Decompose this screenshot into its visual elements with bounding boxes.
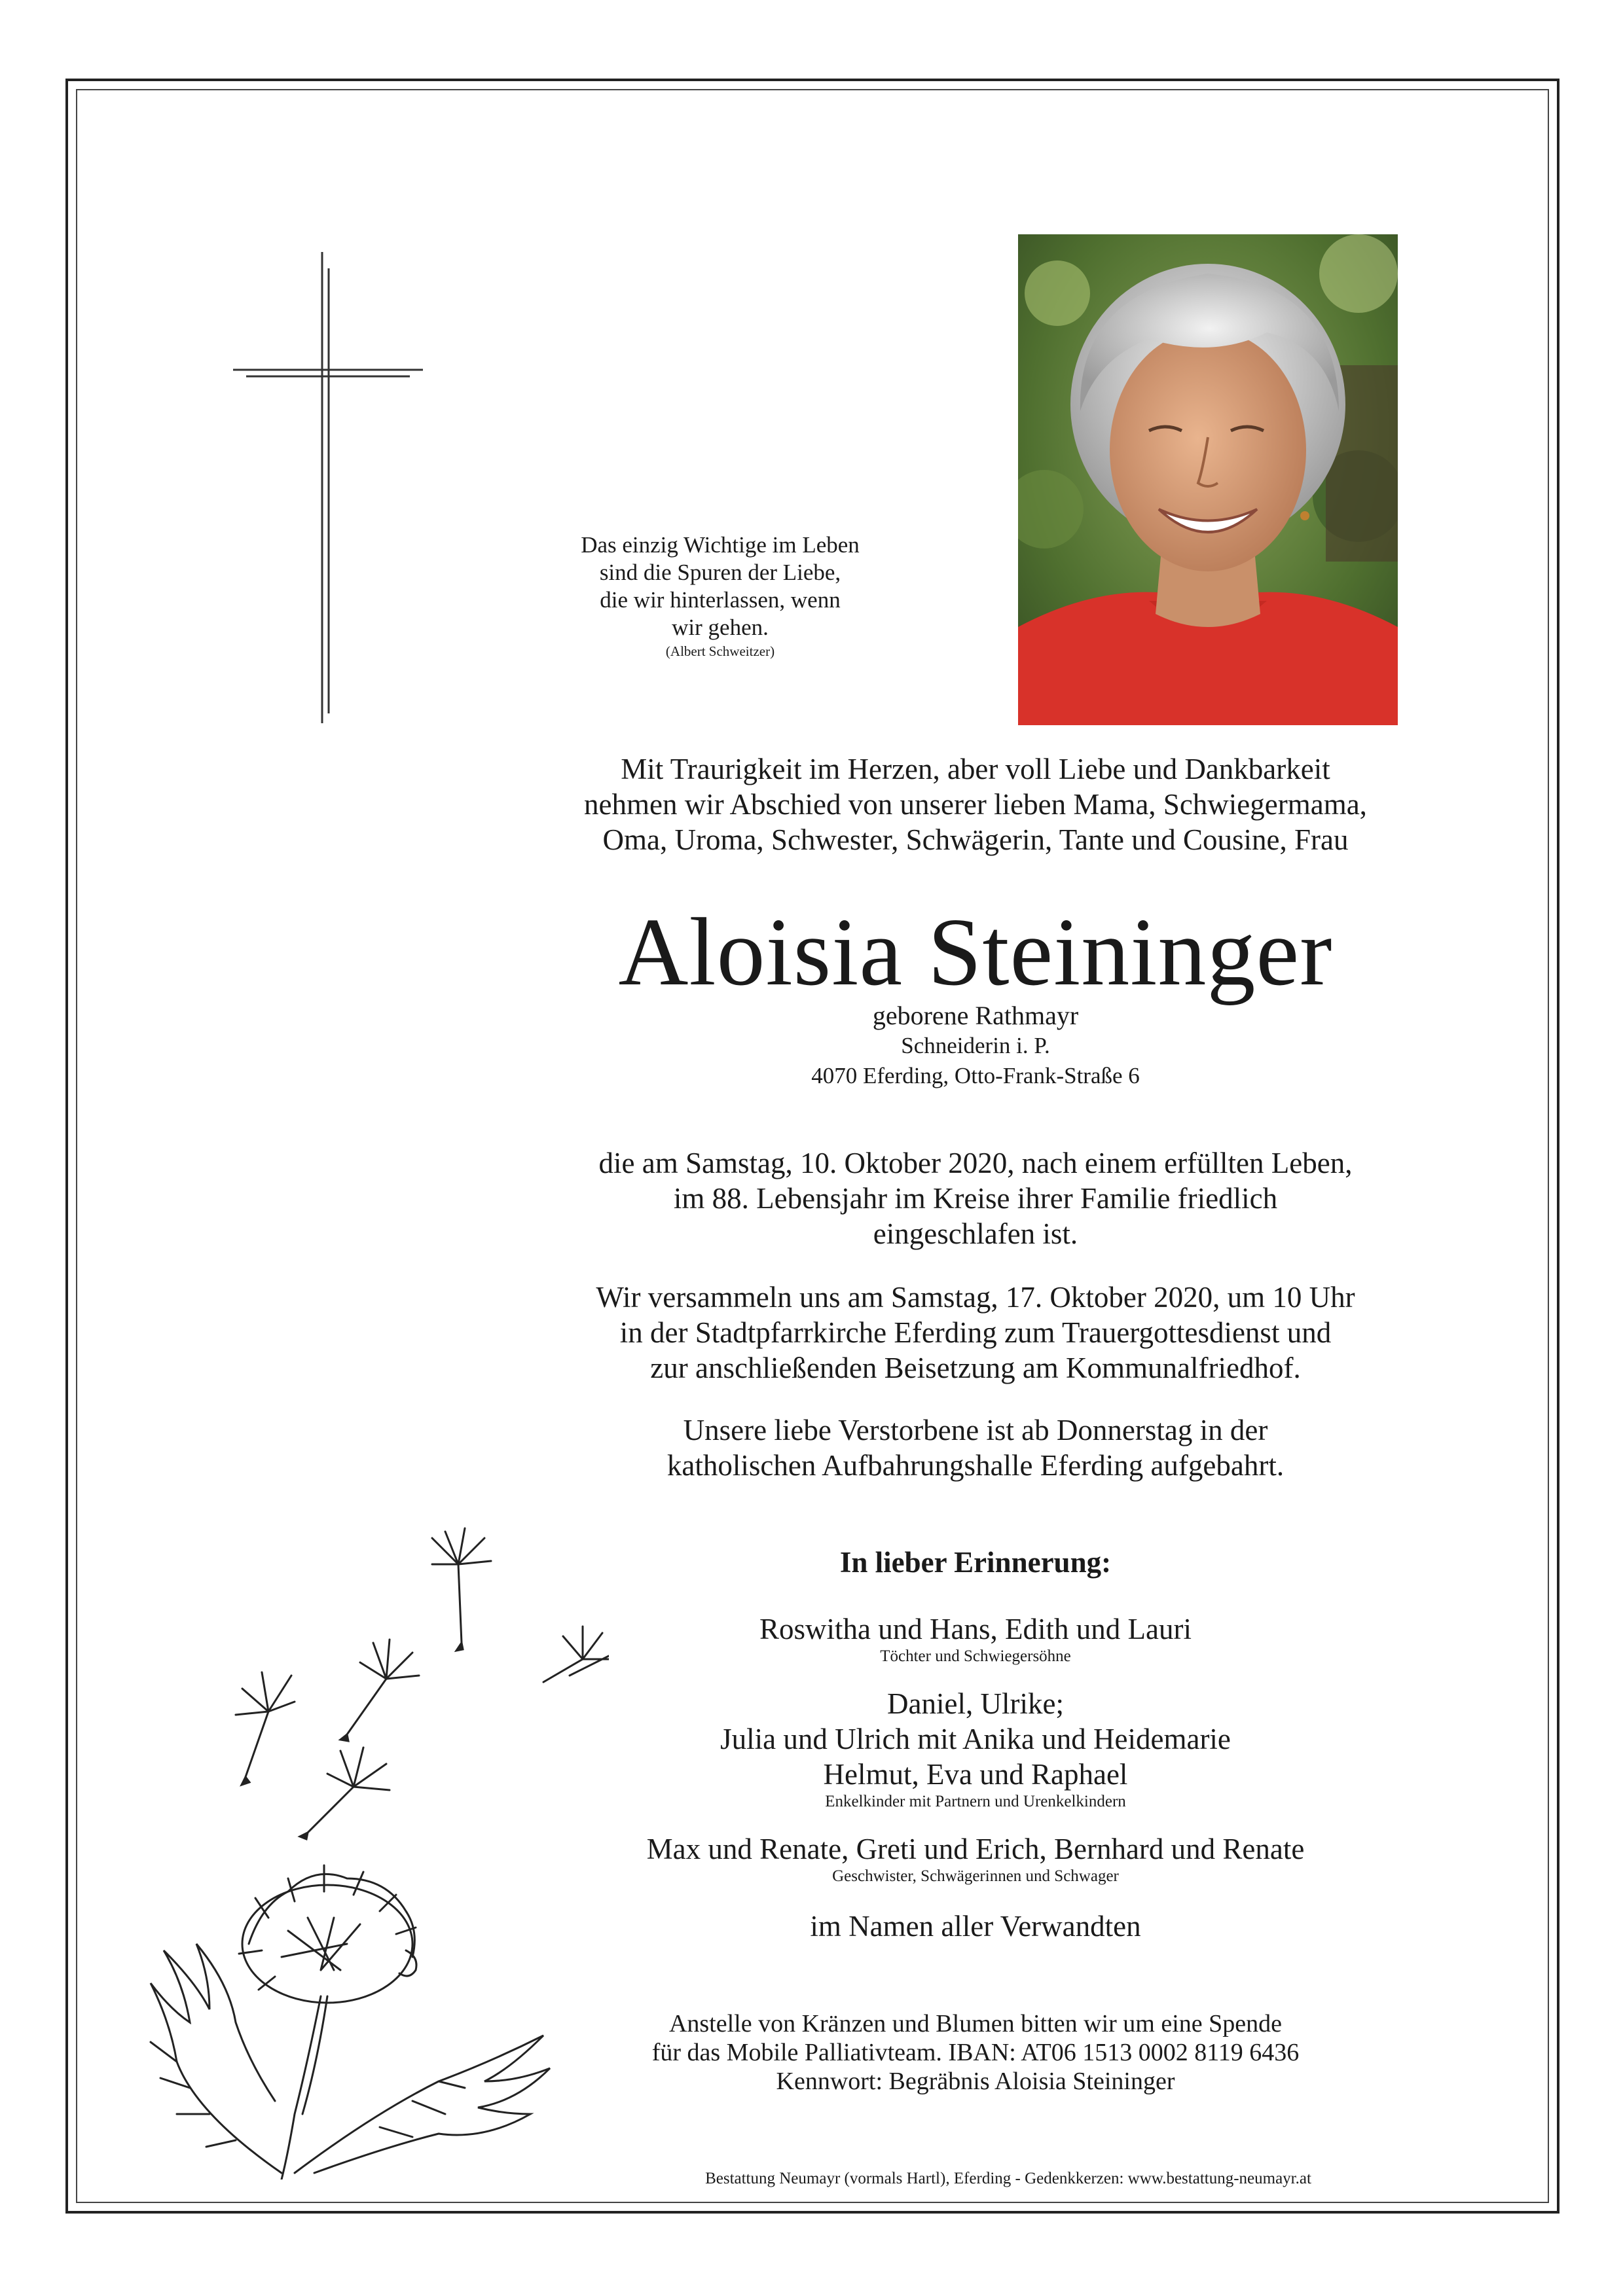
dandelion-head-icon <box>239 1865 416 2003</box>
family-group-siblings <box>458 1831 1493 1886</box>
intro-line: Mit Traurigkeit im Herzen, aber voll Liebe und Dankbarkeit <box>621 753 1330 785</box>
portrait-image <box>1018 234 1398 725</box>
family-role: Geschwister, Schwägerinnen und Schwager <box>832 1867 1119 1885</box>
deceased-name: Aloisia Steininger <box>618 899 1333 1006</box>
death-notice-line: die am Samstag, 10. Oktober 2020, nach einem erfüllten Leben, <box>598 1147 1353 1179</box>
birth-name: geborene Rathmayr <box>872 1001 1079 1030</box>
family-group-grandchildren <box>458 1686 1493 1812</box>
remembrance-heading: In lieber Erinnerung: <box>839 1546 1112 1579</box>
seed-icon <box>432 1528 491 1651</box>
ceremony-line: Wir versammeln uns am Samstag, 17. Oktober 2020, um 10 Uhr <box>596 1281 1355 1314</box>
seed-icon <box>340 1640 419 1741</box>
quote-line: die wir hinterlassen, wenn <box>600 587 841 613</box>
closing-line: im Namen aller Verwandten <box>810 1910 1141 1943</box>
family-names: Julia und Ulrich mit Anika und Heidemarie <box>720 1723 1231 1755</box>
family-names: Daniel, Ulrike; <box>887 1687 1064 1720</box>
donation-line: für das Mobile Palliativteam. IBAN: AT06 1513 0002 8119 6436 <box>651 2039 1300 2066</box>
family-role: Töchter und Schwiegersöhne <box>880 1647 1071 1665</box>
quote-line: wir gehen. <box>672 615 769 640</box>
family-names: Roswitha und Hans, Edith und Lauri <box>759 1613 1192 1645</box>
donation-request <box>458 2009 1493 2096</box>
ceremony-notice <box>458 1280 1493 1386</box>
occupation: Schneiderin i. P. <box>901 1033 1050 1058</box>
viewing-line: katholischen Aufbahrungshalle Eferding aufgebahrt. <box>666 1449 1285 1482</box>
ceremony-line: in der Stadtpfarrkirche Eferding zum Trauergottesdienst und <box>619 1316 1332 1349</box>
intro-line: Oma, Uroma, Schwester, Schwägerin, Tante und Cousine, Frau <box>602 823 1349 856</box>
dandelion-illustration <box>98 1525 609 2179</box>
address: 4070 Eferding, Otto-Frank-Straße 6 <box>811 1063 1140 1088</box>
cross-icon <box>233 252 423 723</box>
viewing-line: Unsere liebe Verstorbene ist ab Donnerstag in der <box>683 1414 1268 1446</box>
funeral-home-footer: Bestattung Neumayr (vormals Hartl), Eferding - Gedenkkerzen: www.bestattung-neumayr.at <box>705 2170 1311 2187</box>
family-names: Max und Renate, Greti und Erich, Bernhard und Renate <box>646 1833 1305 1865</box>
death-notice <box>458 1145 1493 1251</box>
death-notice-line: im 88. Lebensjahr im Kreise ihrer Familie friedlich <box>673 1182 1278 1215</box>
death-notice-line: eingeschlafen ist. <box>873 1217 1078 1250</box>
seed-icon <box>543 1626 609 1682</box>
seed-icon <box>300 1748 390 1839</box>
donation-line: Anstelle von Kränzen und Blumen bitten wir um eine Spende <box>668 2010 1283 2037</box>
viewing-notice <box>458 1412 1493 1483</box>
intro-line: nehmen wir Abschied von unserer lieben Mama, Schwiegermama, <box>584 788 1367 821</box>
stem <box>282 1996 321 2179</box>
family-group-daughters <box>458 1611 1493 1666</box>
family-role: Enkelkinder mit Partnern und Urenkelkindern <box>825 1793 1126 1810</box>
quote-block <box>504 531 936 661</box>
quote-author: (Albert Schweitzer) <box>665 643 775 659</box>
family-names: Helmut, Eva und Raphael <box>823 1758 1128 1791</box>
ceremony-line: zur anschließenden Beisetzung am Kommunalfriedhof. <box>650 1352 1301 1384</box>
quote-line: sind die Spuren der Liebe, <box>599 560 841 585</box>
donation-line: Kennwort: Begräbnis Aloisia Steininger <box>776 2068 1175 2095</box>
seed-icon <box>236 1672 295 1785</box>
leaf-left <box>151 1944 282 2173</box>
portrait-photo <box>1018 234 1398 725</box>
intro-text <box>458 751 1493 857</box>
quote-line: Das einzig Wichtige im Leben <box>581 532 860 558</box>
